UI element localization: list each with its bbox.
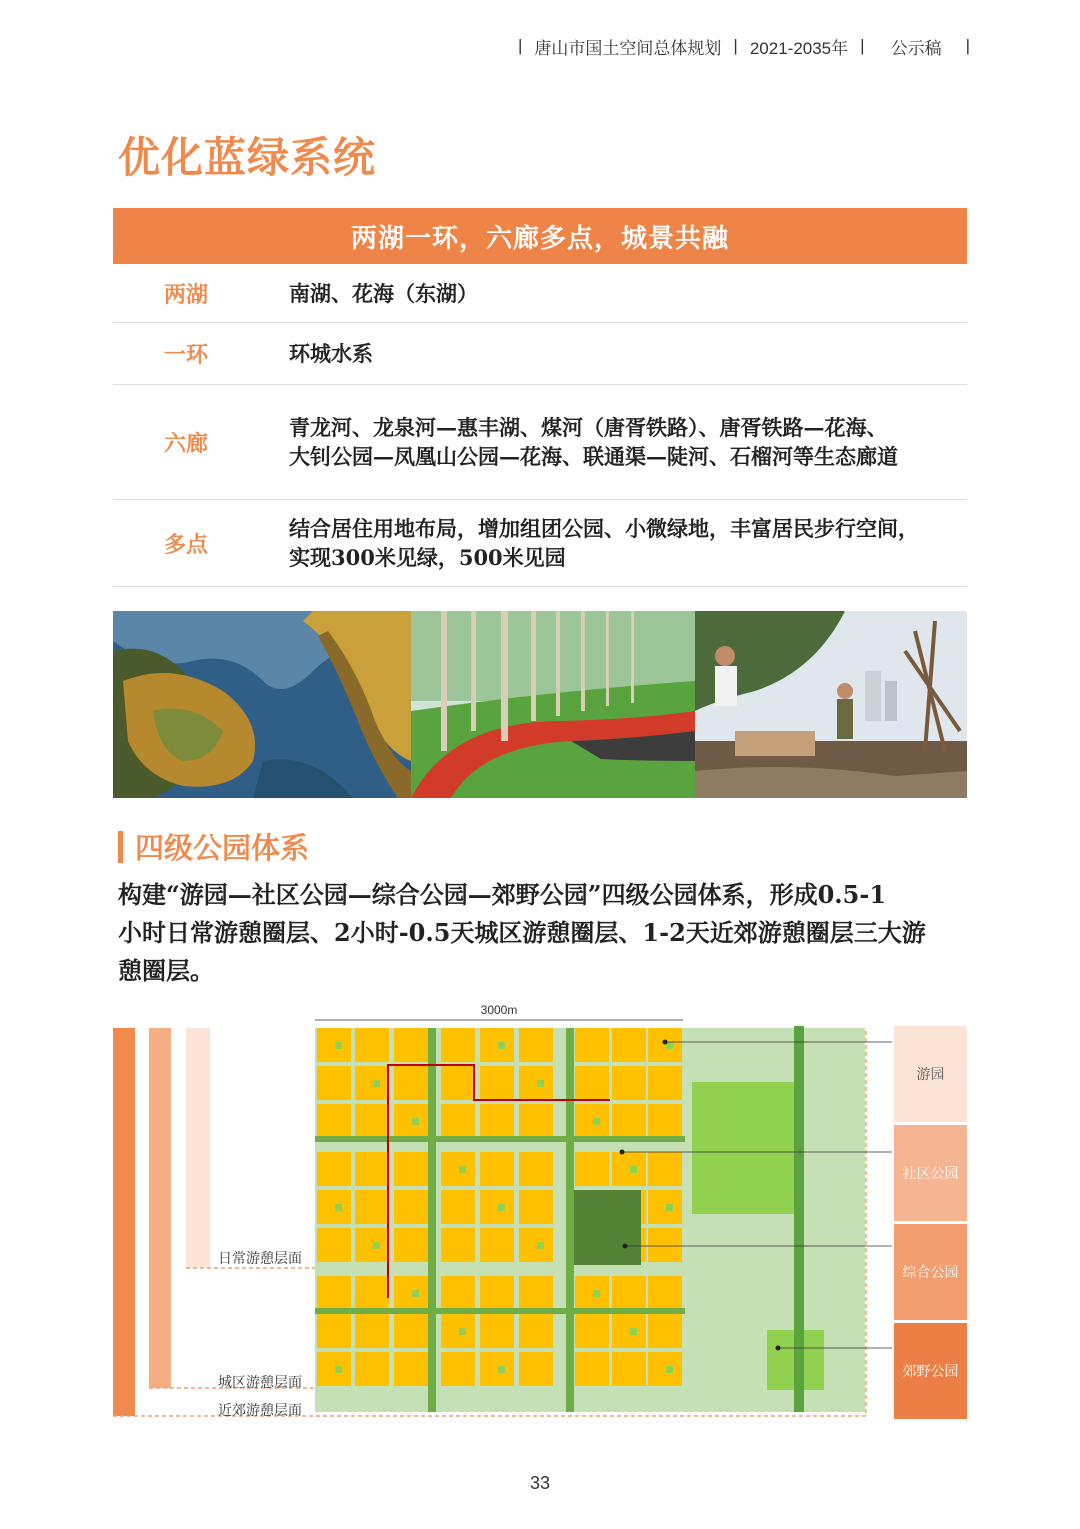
park-running-track-photo xyxy=(411,611,695,798)
table-row xyxy=(113,264,967,323)
city-block xyxy=(575,1314,609,1348)
city-block xyxy=(355,1104,389,1138)
legend-community-park: 社区公园 xyxy=(894,1125,967,1221)
header-separator: | xyxy=(965,36,970,55)
subtitle-bar xyxy=(118,831,123,863)
city-block xyxy=(648,1314,682,1348)
pocket-park xyxy=(373,1080,380,1087)
row-value xyxy=(259,339,967,368)
pocket-park xyxy=(459,1166,466,1173)
row-line: 环城水系 xyxy=(289,341,373,366)
city-block xyxy=(575,1276,609,1310)
layer-label-urban: 城区游憩层面 xyxy=(218,1374,302,1390)
row-key: 六廊 xyxy=(163,430,208,457)
pocket-park xyxy=(459,1328,466,1335)
city-block xyxy=(612,1028,646,1062)
pocket-park xyxy=(335,1366,342,1373)
city-block xyxy=(355,1314,389,1348)
city-block xyxy=(317,1152,351,1186)
city-block xyxy=(519,1028,553,1062)
city-block xyxy=(612,1104,646,1138)
header-years: 2021-2035年 xyxy=(749,38,849,58)
pocket-park xyxy=(537,1080,544,1087)
pocket-park xyxy=(335,1204,342,1211)
city-block xyxy=(317,1066,351,1100)
pocket-park xyxy=(630,1166,637,1173)
paragraph-line: 构建“游园—社区公园—综合公园—郊野公园”四级公园体系，形成0.5-1 xyxy=(118,880,887,909)
city-block xyxy=(441,1352,475,1386)
city-block xyxy=(519,1152,553,1186)
city-block xyxy=(648,1276,682,1310)
city-block xyxy=(575,1152,609,1186)
header-separator: | xyxy=(733,36,738,55)
city-block xyxy=(355,1066,389,1100)
city-block xyxy=(648,1352,682,1386)
city-block xyxy=(394,1190,428,1224)
row-value xyxy=(259,279,967,308)
pocket-park xyxy=(498,1204,505,1211)
intro-paragraph xyxy=(118,876,970,990)
layer-label-daily: 日常游憩层面 xyxy=(218,1250,302,1266)
row-line: 结合居住用地布局，增加组团公园、小微绿地，丰富居民步行空间， xyxy=(289,516,919,541)
comprehensive-park xyxy=(574,1190,641,1265)
city-block xyxy=(648,1066,682,1100)
pocket-park xyxy=(537,1242,544,1249)
row-value xyxy=(259,514,967,572)
city-block xyxy=(648,1028,682,1062)
row-key: 一环 xyxy=(163,342,208,368)
pocket-park xyxy=(666,1366,673,1373)
city-block xyxy=(394,1352,428,1386)
city-block xyxy=(355,1028,389,1062)
city-block xyxy=(575,1352,609,1386)
city-block xyxy=(519,1228,553,1262)
lake-aerial-photo xyxy=(113,611,411,798)
city-block xyxy=(575,1104,609,1138)
city-block xyxy=(648,1152,682,1186)
city-block xyxy=(441,1228,475,1262)
city-block xyxy=(480,1152,514,1186)
city-block xyxy=(519,1352,553,1386)
header-separator: | xyxy=(860,36,865,55)
park-system-diagram xyxy=(110,1000,970,1425)
pocket-park xyxy=(666,1204,673,1211)
city-block xyxy=(317,1190,351,1224)
city-block xyxy=(394,1104,428,1138)
pocket-park xyxy=(498,1042,505,1049)
city-block xyxy=(612,1314,646,1348)
city-block xyxy=(355,1190,389,1224)
city-block xyxy=(612,1276,646,1310)
city-block xyxy=(394,1152,428,1186)
city-block xyxy=(648,1228,682,1262)
city-block xyxy=(317,1352,351,1386)
legend-comprehensive-park: 综合公园 xyxy=(894,1224,967,1320)
paragraph-line: 憩圈层。 xyxy=(118,956,214,985)
pocket-park xyxy=(412,1290,419,1297)
pocket-park xyxy=(335,1042,342,1049)
city-block xyxy=(480,1190,514,1224)
header-plan-title: 唐山市国土空间总体规划 xyxy=(534,38,722,58)
city-block xyxy=(441,1152,475,1186)
table-row xyxy=(113,385,967,500)
summary-banner: 两湖一环，六廊多点，城景共融 xyxy=(113,208,967,264)
city-block xyxy=(394,1028,428,1062)
section-subtitle xyxy=(118,826,309,867)
page-title: 优化蓝绿系统 xyxy=(118,133,377,182)
city-block xyxy=(317,1228,351,1262)
pocket-park xyxy=(593,1118,600,1125)
blue-green-table xyxy=(113,264,967,587)
city-block xyxy=(575,1066,609,1100)
daily-layer-bar xyxy=(186,1028,210,1268)
city-block xyxy=(441,1276,475,1310)
city-block xyxy=(441,1314,475,1348)
city-block xyxy=(317,1314,351,1348)
city-block xyxy=(441,1066,475,1100)
green-corridor xyxy=(794,1026,804,1412)
subtitle-text: 四级公园体系 xyxy=(135,831,310,865)
city-block xyxy=(519,1314,553,1348)
city-block xyxy=(441,1104,475,1138)
photo-strip xyxy=(113,611,967,798)
children-playground-photo xyxy=(695,611,967,798)
row-value xyxy=(259,413,967,471)
header-draft: 公示稿 xyxy=(890,38,942,58)
city-block xyxy=(648,1104,682,1138)
pocket-park xyxy=(373,1242,380,1249)
city-block xyxy=(480,1104,514,1138)
city-block xyxy=(612,1152,646,1186)
page-header xyxy=(506,34,970,58)
city-block xyxy=(480,1066,514,1100)
pocket-park xyxy=(412,1118,419,1125)
city-block xyxy=(612,1352,646,1386)
suburb-park-large xyxy=(692,1082,800,1214)
suburban-layer-bar xyxy=(113,1028,135,1416)
city-block xyxy=(394,1228,428,1262)
city-block xyxy=(519,1104,553,1138)
row-line: 实现300米见绿，500米见园 xyxy=(289,545,566,570)
city-block xyxy=(394,1066,428,1100)
pocket-park xyxy=(630,1328,637,1335)
urban-layer-bar xyxy=(149,1028,171,1388)
pocket-park xyxy=(498,1366,505,1373)
layer-label-suburban: 近郊游憩层面 xyxy=(218,1402,302,1418)
city-block xyxy=(355,1152,389,1186)
city-block xyxy=(480,1228,514,1262)
row-line: 大钊公园—凤凰山公园—花海、联通渠—陡河、石榴河等生态廊道 xyxy=(289,444,898,469)
table-row xyxy=(113,500,967,587)
city-block xyxy=(355,1276,389,1310)
row-key: 两湖 xyxy=(163,281,208,308)
city-block xyxy=(355,1228,389,1262)
legend-small-park: 游园 xyxy=(894,1026,967,1122)
page-number: 33 xyxy=(529,1473,551,1493)
city-block xyxy=(519,1066,553,1100)
city-block xyxy=(519,1190,553,1224)
city-block xyxy=(480,1028,514,1062)
city-block xyxy=(480,1314,514,1348)
city-block xyxy=(575,1028,609,1062)
row-line: 青龙河、龙泉河—惠丰湖、煤河（唐胥铁路）、唐胥铁路—花海、 xyxy=(289,415,888,440)
scale-label: 3000m xyxy=(480,1003,518,1017)
city-block xyxy=(394,1314,428,1348)
city-block xyxy=(612,1066,646,1100)
city-block xyxy=(317,1028,351,1062)
row-line: 南湖、花海（东湖） xyxy=(289,280,478,306)
row-key: 多点 xyxy=(163,531,208,558)
city-block xyxy=(394,1276,428,1310)
legend-country-park: 郊野公园 xyxy=(894,1323,967,1419)
city-block xyxy=(355,1352,389,1386)
city-block xyxy=(480,1276,514,1310)
paragraph-line: 小时日常游憩圈层、2小时-0.5天城区游憩圈层、1-2天近郊游憩圈层三大游 xyxy=(118,918,926,947)
city-block xyxy=(441,1028,475,1062)
city-block xyxy=(317,1276,351,1310)
city-block xyxy=(441,1190,475,1224)
header-separator: | xyxy=(518,36,523,55)
city-block xyxy=(317,1104,351,1138)
city-block xyxy=(519,1276,553,1310)
table-row xyxy=(113,323,967,385)
city-block xyxy=(480,1352,514,1386)
city-block xyxy=(648,1190,682,1224)
pocket-park xyxy=(593,1290,600,1297)
